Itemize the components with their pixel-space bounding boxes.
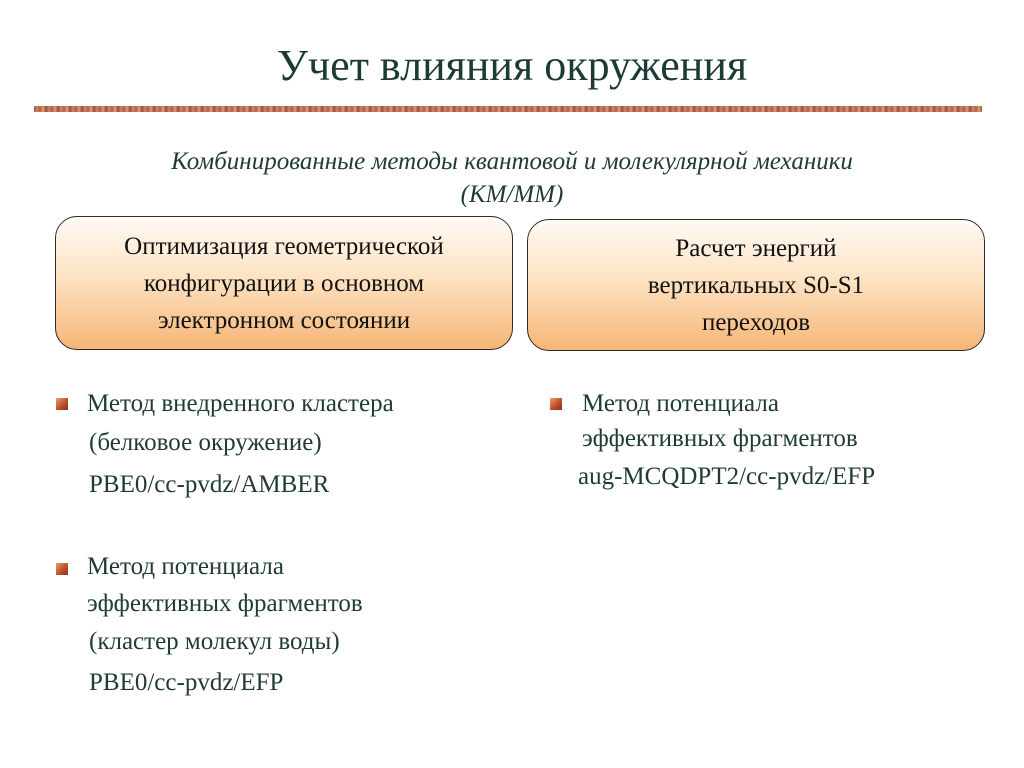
subtitle-line-1: Комбинированные методы квантовой и молекулярной механики xyxy=(171,148,853,175)
slide-title: Учет влияния окружения xyxy=(276,41,748,90)
geometry-optimization-box xyxy=(55,216,513,350)
left-item-2-line-4: PBE0/cc-pvdz/EFP xyxy=(89,669,284,696)
title-divider xyxy=(34,106,982,112)
bullet-icon xyxy=(56,398,68,410)
left-item-2-line-2: эффективных фрагментов xyxy=(87,590,363,617)
left-item-1-line-1: Метод внедренного кластера xyxy=(87,390,394,417)
bullet-icon xyxy=(56,563,68,575)
vertical-transitions-box xyxy=(527,219,985,351)
vertical-transitions-text: Расчет энергий вертикальных S0-S1 переходов xyxy=(647,234,865,336)
left-item-1-line-3: PBE0/cc-pvdz/AMBER xyxy=(89,471,330,498)
right-item-1-line-3: aug-MCQDPT2/cc-pvdz/EFP xyxy=(578,463,876,490)
left-item-2-line-1: Метод потенциала xyxy=(87,553,284,580)
left-item-1-line-2: (белковое окружение) xyxy=(89,429,322,456)
subtitle-line-2: (КМ/ММ) xyxy=(460,181,564,208)
bullet-icon xyxy=(550,398,562,410)
left-item-2-line-3: (кластер молекул воды) xyxy=(89,628,340,655)
slide-subtitle xyxy=(40,145,984,211)
right-item-1-line-2: эффективных фрагментов xyxy=(582,425,858,452)
right-item-1-line-1: Метод потенциала xyxy=(582,390,779,417)
geometry-optimization-text: Оптимизация геометрической конфигурации в основном электронном состоянии xyxy=(124,232,444,334)
